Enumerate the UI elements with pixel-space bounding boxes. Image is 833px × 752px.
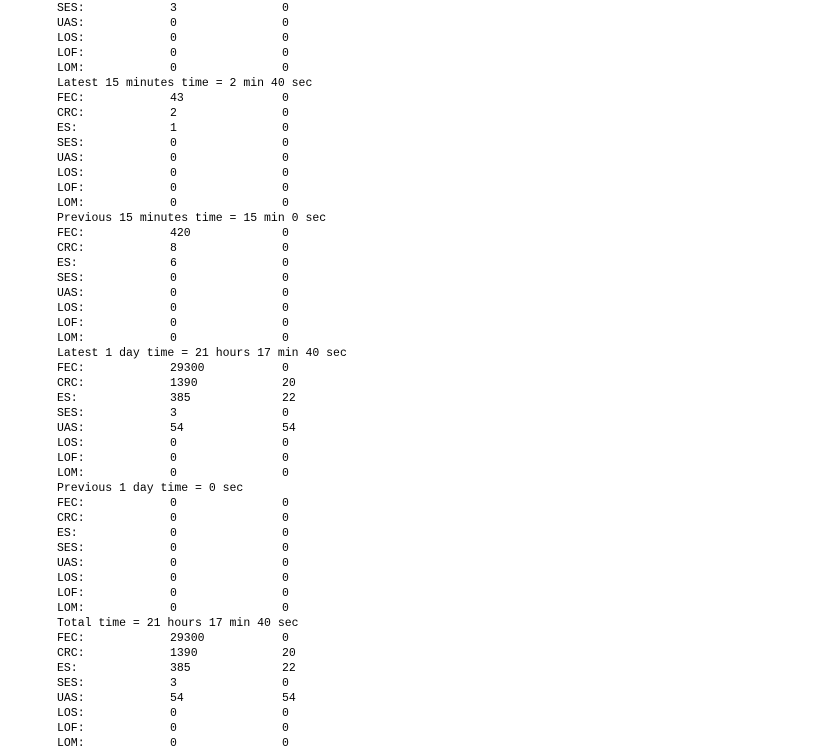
section-header-text: Latest 15 minutes time = 2 min 40 sec [57,77,313,90]
near-end-value: 0 [170,512,177,525]
counter-label: UAS: [57,287,85,300]
near-end-value: 0 [170,32,177,45]
near-end-value: 420 [170,227,191,240]
far-end-value: 0 [282,437,289,450]
near-end-value: 385 [170,392,191,405]
near-end-value: 54 [170,692,184,705]
counter-label: CRC: [57,107,85,120]
section-header-text: Previous 1 day time = 0 sec [57,482,244,495]
far-end-value: 0 [282,122,289,135]
counter-label: LOF: [57,182,85,195]
counter-label: LOS: [57,167,85,180]
counter-label: FEC: [57,632,85,645]
near-end-value: 0 [170,152,177,165]
counter-label: LOM: [57,332,85,345]
counter-label: FEC: [57,362,85,375]
counter-label: SES: [57,137,85,150]
far-end-value: 0 [282,542,289,555]
counter-label: LOM: [57,197,85,210]
near-end-value: 0 [170,287,177,300]
far-end-value: 0 [282,107,289,120]
counter-label: SES: [57,542,85,555]
near-end-value: 0 [170,317,177,330]
far-end-value: 0 [282,722,289,735]
counter-label: LOF: [57,722,85,735]
near-end-value: 1 [170,122,177,135]
counter-label: LOF: [57,587,85,600]
counter-label: FEC: [57,227,85,240]
far-end-value: 0 [282,32,289,45]
far-end-value: 0 [282,452,289,465]
section-header-text: Total time = 21 hours 17 min 40 sec [57,617,299,630]
counter-label: LOM: [57,737,85,750]
near-end-value: 0 [170,722,177,735]
counter-label: LOS: [57,32,85,45]
far-end-value: 0 [282,257,289,270]
far-end-value: 54 [282,422,296,435]
far-end-value: 0 [282,197,289,210]
counter-label: LOM: [57,62,85,75]
near-end-value: 6 [170,257,177,270]
near-end-value: 0 [170,572,177,585]
counter-label: SES: [57,272,85,285]
counter-label: UAS: [57,557,85,570]
near-end-value: 1390 [170,377,198,390]
counter-label: ES: [57,527,78,540]
counter-label: FEC: [57,497,85,510]
counter-label: SES: [57,2,85,15]
far-end-value: 0 [282,287,289,300]
section-header-text: Latest 1 day time = 21 hours 17 min 40 sec [57,347,347,360]
far-end-value: 0 [282,227,289,240]
far-end-value: 0 [282,182,289,195]
far-end-value: 22 [282,662,296,675]
counter-label: LOS: [57,572,85,585]
far-end-value: 0 [282,572,289,585]
section-header-text: Previous 15 minutes time = 15 min 0 sec [57,212,327,225]
counter-label: LOF: [57,452,85,465]
counter-label: LOM: [57,602,85,615]
far-end-value: 0 [282,152,289,165]
near-end-value: 29300 [170,362,205,375]
far-end-value: 0 [282,557,289,570]
far-end-value: 0 [282,362,289,375]
counter-label: ES: [57,662,78,675]
near-end-value: 0 [170,542,177,555]
far-end-value: 54 [282,692,296,705]
counter-label: UAS: [57,17,85,30]
far-end-value: 0 [282,17,289,30]
far-end-value: 0 [282,62,289,75]
counter-label: LOF: [57,47,85,60]
near-end-value: 0 [170,587,177,600]
far-end-value: 0 [282,587,289,600]
near-end-value: 0 [170,737,177,750]
counter-label: LOM: [57,467,85,480]
near-end-value: 0 [170,167,177,180]
far-end-value: 0 [282,167,289,180]
far-end-value: 0 [282,527,289,540]
near-end-value: 0 [170,332,177,345]
far-end-value: 0 [282,137,289,150]
counter-label: CRC: [57,512,85,525]
near-end-value: 0 [170,437,177,450]
far-end-value: 0 [282,467,289,480]
near-end-value: 0 [170,497,177,510]
near-end-value: 3 [170,677,177,690]
counter-label: LOS: [57,707,85,720]
far-end-value: 0 [282,602,289,615]
counter-label: ES: [57,122,78,135]
counter-label: ES: [57,392,78,405]
counter-label: FEC: [57,92,85,105]
counter-label: CRC: [57,242,85,255]
near-end-value: 8 [170,242,177,255]
near-end-value: 43 [170,92,184,105]
near-end-value: 0 [170,62,177,75]
counter-label: LOS: [57,437,85,450]
far-end-value: 0 [282,2,289,15]
counter-label: CRC: [57,377,85,390]
near-end-value: 3 [170,407,177,420]
near-end-value: 3 [170,2,177,15]
far-end-value: 0 [282,242,289,255]
counter-label: LOF: [57,317,85,330]
near-end-value: 0 [170,47,177,60]
near-end-value: 0 [170,452,177,465]
near-end-value: 0 [170,17,177,30]
far-end-value: 0 [282,407,289,420]
near-end-value: 54 [170,422,184,435]
counter-label: UAS: [57,422,85,435]
near-end-value: 0 [170,602,177,615]
near-end-value: 1390 [170,647,198,660]
far-end-value: 0 [282,47,289,60]
counter-label: UAS: [57,152,85,165]
far-end-value: 20 [282,647,296,660]
near-end-value: 0 [170,467,177,480]
far-end-value: 0 [282,677,289,690]
counter-label: SES: [57,677,85,690]
near-end-value: 0 [170,302,177,315]
far-end-value: 20 [282,377,296,390]
counter-label: LOS: [57,302,85,315]
far-end-value: 0 [282,707,289,720]
far-end-value: 0 [282,512,289,525]
near-end-value: 0 [170,197,177,210]
far-end-value: 0 [282,737,289,750]
far-end-value: 0 [282,302,289,315]
near-end-value: 0 [170,707,177,720]
near-end-value: 385 [170,662,191,675]
near-end-value: 0 [170,272,177,285]
counter-label: CRC: [57,647,85,660]
counter-label: SES: [57,407,85,420]
near-end-value: 29300 [170,632,205,645]
far-end-value: 0 [282,92,289,105]
far-end-value: 22 [282,392,296,405]
near-end-value: 0 [170,527,177,540]
counter-label: ES: [57,257,78,270]
counter-label: UAS: [57,692,85,705]
far-end-value: 0 [282,497,289,510]
near-end-value: 0 [170,182,177,195]
far-end-value: 0 [282,332,289,345]
near-end-value: 0 [170,557,177,570]
far-end-value: 0 [282,317,289,330]
far-end-value: 0 [282,632,289,645]
far-end-value: 0 [282,272,289,285]
near-end-value: 0 [170,137,177,150]
near-end-value: 2 [170,107,177,120]
